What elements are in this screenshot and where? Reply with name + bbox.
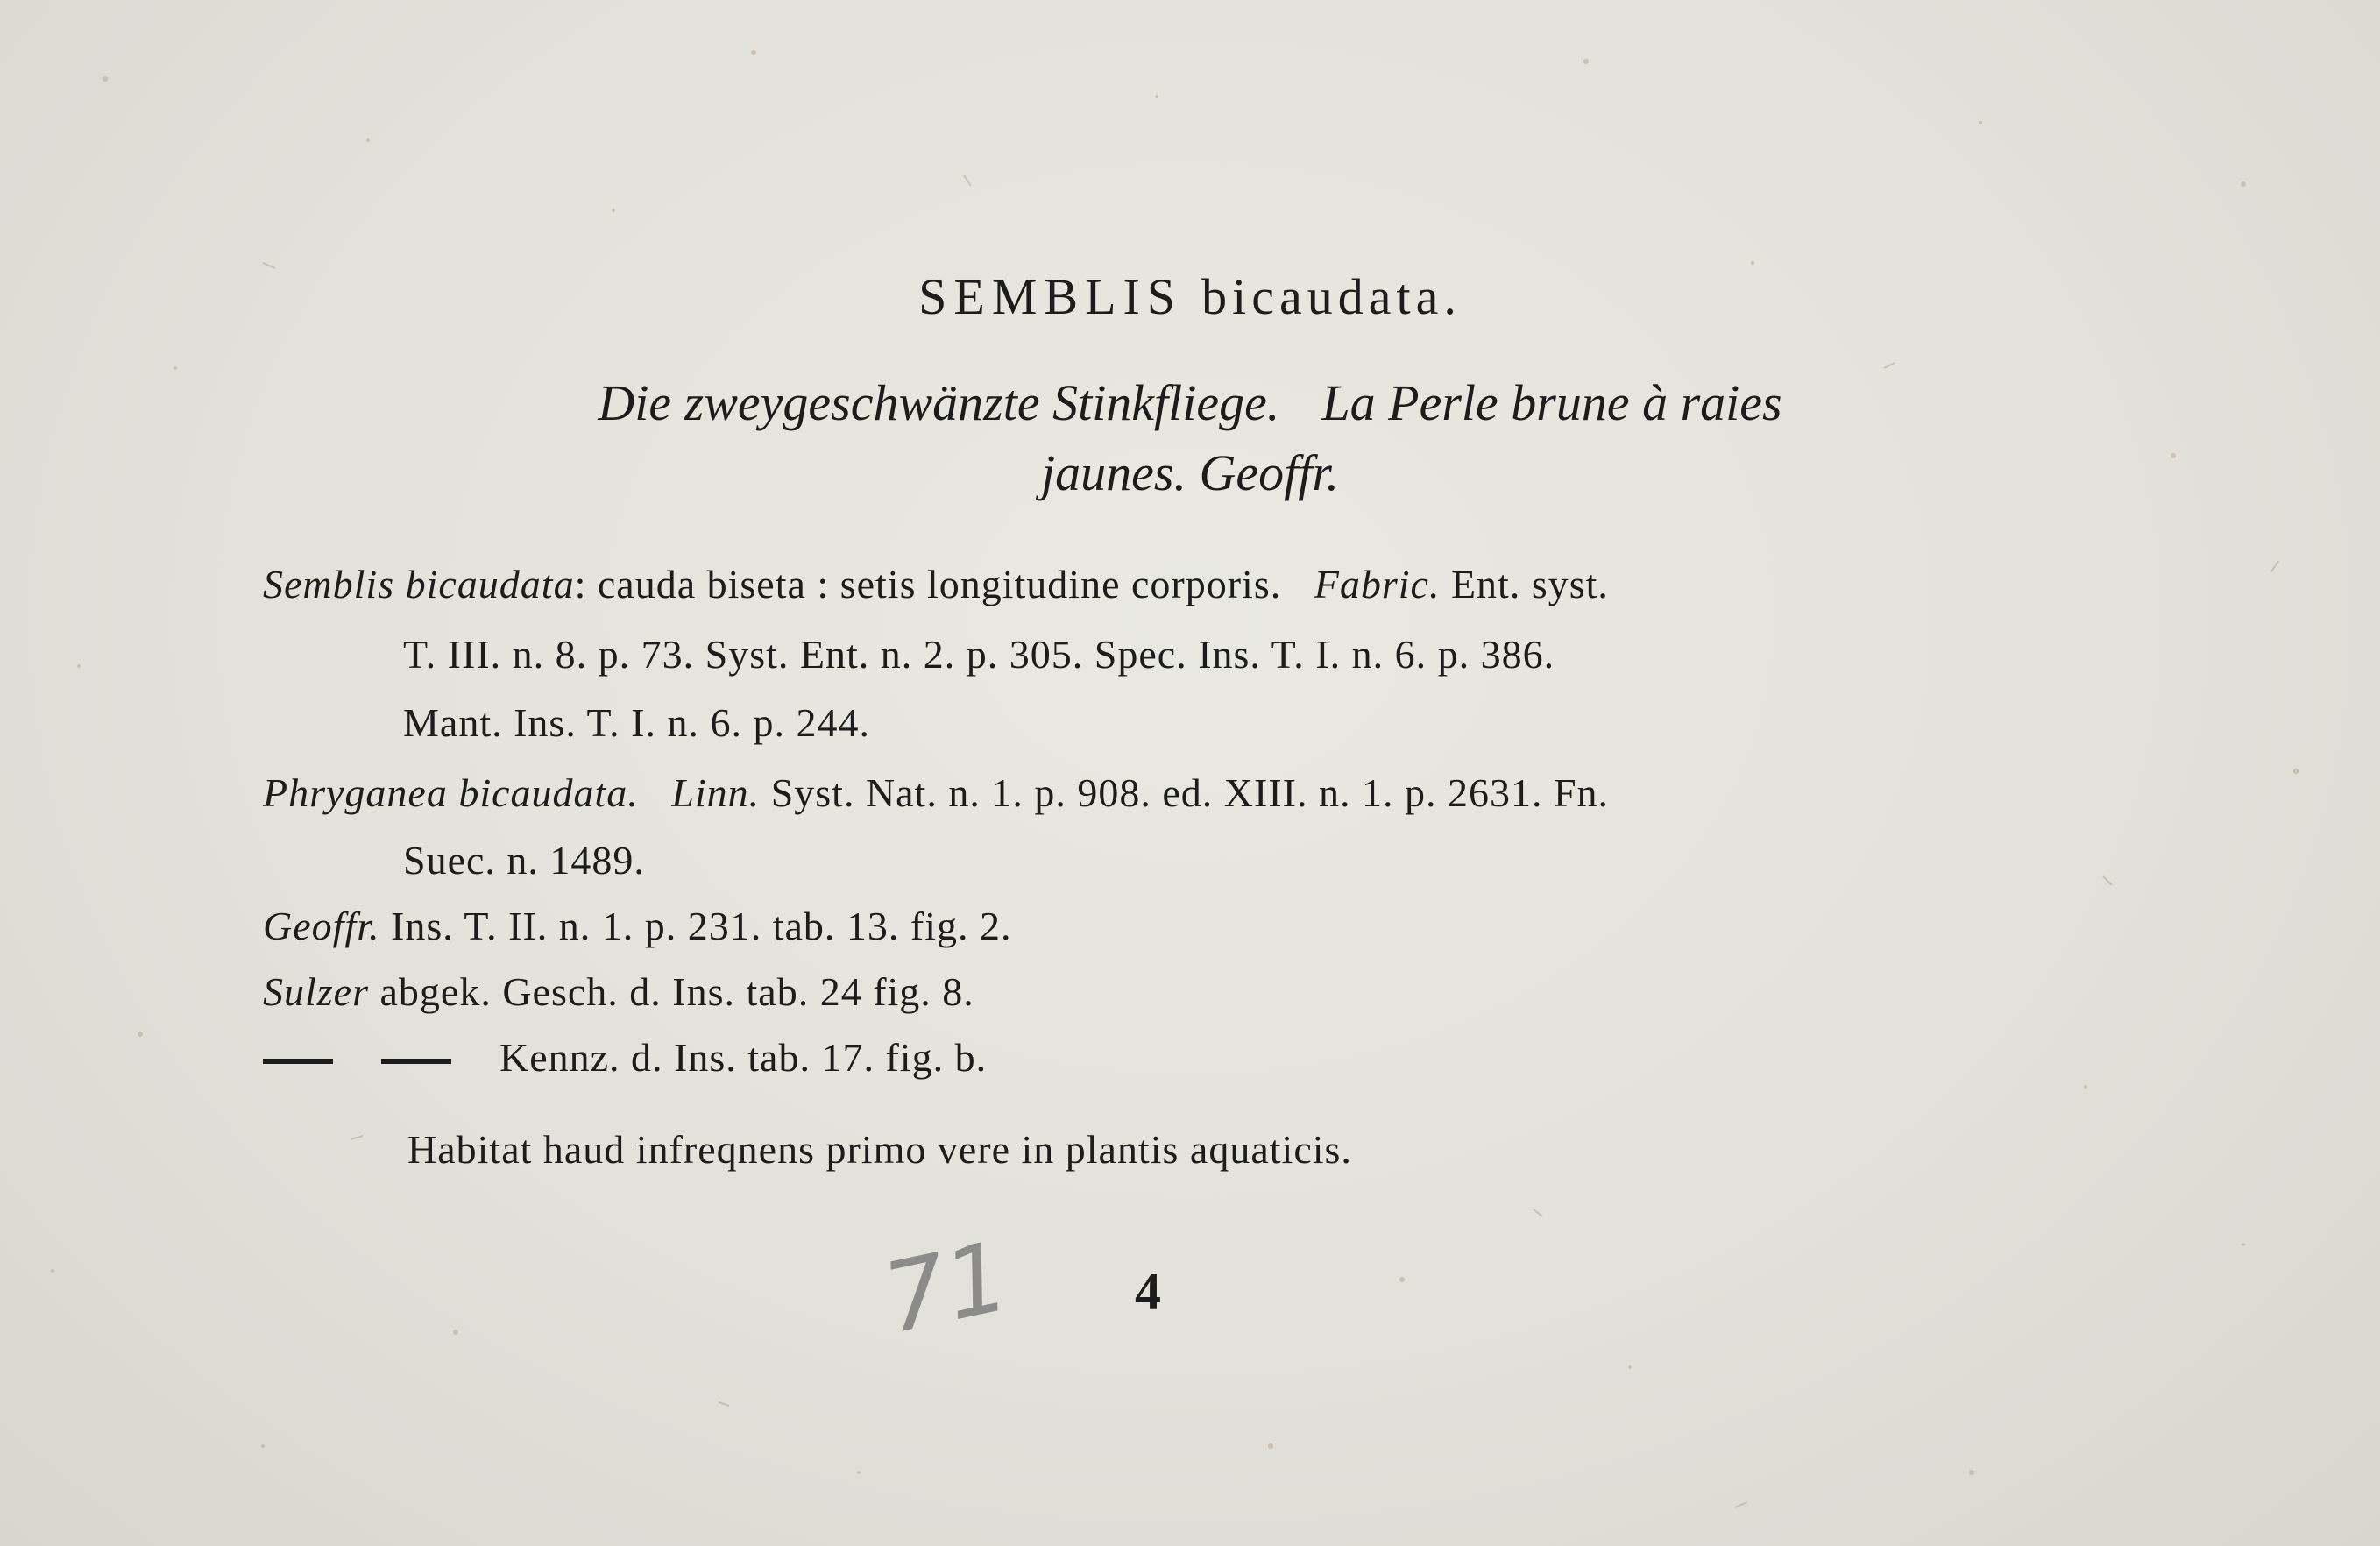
pencil-annotation: 71 (875, 1219, 1018, 1356)
citation-text: Syst. Nat. n. 1. p. 908. ed. XIII. n. 1. p. 2631. Fn. (770, 770, 1610, 815)
reference-linnaeus-line-1 (263, 769, 1609, 816)
author-name: Geoffr. (263, 904, 380, 948)
author-name: Sulzer (263, 969, 369, 1014)
author-name: Linn. (671, 770, 761, 815)
description-text: : cauda biseta : setis longitudine corporis. (574, 562, 1282, 606)
species-name: bicaudata. (1201, 268, 1462, 325)
vernacular-line-1 (0, 368, 2380, 438)
reference-fabricius-line-1 (263, 561, 1609, 607)
citation-text: Ent. syst. (1450, 562, 1609, 606)
vernacular-line-2: jaunes. Geoffr. (1041, 444, 1339, 501)
reference-fabricius-line-3: Mant. Ins. T. I. n. 6. p. 244. (403, 700, 870, 745)
genus-name: SEMBLIS (918, 268, 1183, 325)
taxon-name: Phryganea bicaudata. (263, 770, 639, 815)
page-number: 4 (1135, 1263, 1161, 1321)
ditto-dash (263, 1059, 333, 1064)
ditto-dash (381, 1059, 451, 1064)
taxon-name: Semblis bicaudata (263, 562, 575, 606)
species-title (0, 267, 2380, 326)
reference-sulzer-ditto (263, 1034, 987, 1081)
reference-sulzer (263, 968, 974, 1015)
habitat-note: Habitat haud infreqnens primo vere in plantis aquaticis. (407, 1127, 1352, 1172)
reference-linnaeus-line-2: Suec. n. 1489. (403, 838, 645, 883)
french-name-part-1: La Perle brune à raies (1321, 374, 1782, 431)
citation-text: Ins. T. II. n. 1. p. 231. tab. 13. fig. 2. (391, 904, 1012, 948)
citation-text: abgek. Gesch. d. Ins. tab. 24 fig. 8. (379, 969, 974, 1014)
vernacular-names (0, 368, 2380, 508)
german-name: Die zweygeschwänzte Stinkfliege. (598, 374, 1280, 431)
reference-fabricius-line-2: T. III. n. 8. p. 73. Syst. Ent. n. 2. p. 305. Spec. Ins. T. I. n. 6. p. 386. (403, 632, 1555, 677)
reference-geoffroy (263, 903, 1012, 949)
citation-text: Kennz. d. Ins. tab. 17. fig. b. (499, 1035, 988, 1080)
author-name: Fabric. (1314, 562, 1441, 606)
